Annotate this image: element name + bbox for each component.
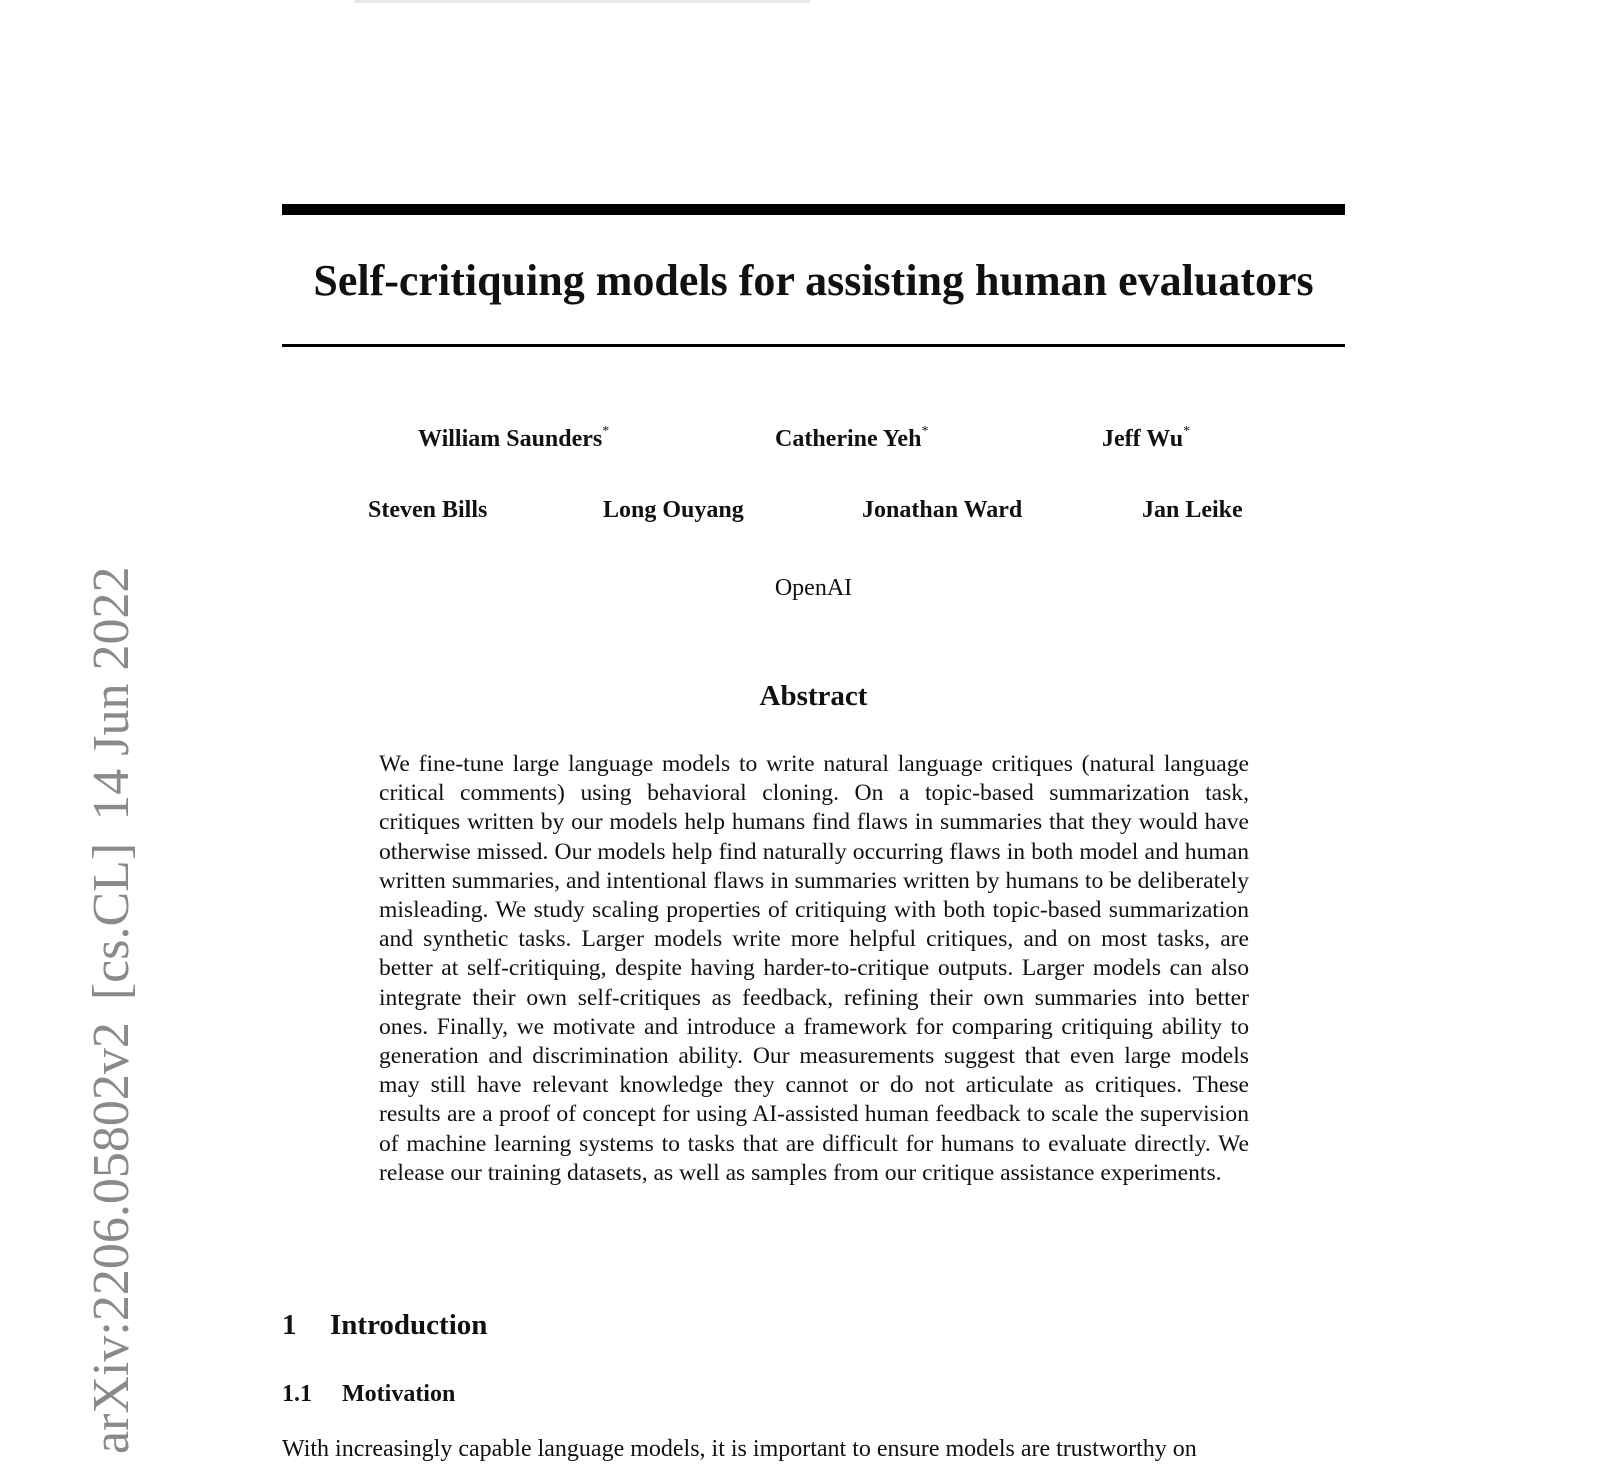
author-4: Steven Bills xyxy=(368,497,488,523)
arxiv-date: 14 Jun 2022 xyxy=(83,566,140,821)
author-name: Catherine Yeh xyxy=(775,426,922,452)
subsection-title: Motivation xyxy=(342,1381,456,1407)
author-7: Jan Leike xyxy=(1142,497,1243,523)
section-number: 1 xyxy=(282,1309,297,1341)
author-5: Long Ouyang xyxy=(603,497,744,523)
equal-contribution-mark: * xyxy=(1183,424,1191,439)
arxiv-stamp xyxy=(83,545,140,1455)
section-title: Introduction xyxy=(330,1309,488,1341)
author-3 xyxy=(1102,418,1190,455)
abstract-heading: Abstract xyxy=(759,680,868,712)
title-top-rule xyxy=(282,204,1345,215)
paper-title: Self-critiquing models for assisting human evaluators xyxy=(313,256,1314,305)
subsection-number: 1.1 xyxy=(282,1381,312,1407)
subsection-motivation xyxy=(282,1378,455,1410)
author-1 xyxy=(418,418,609,455)
author-2 xyxy=(775,418,928,455)
section-introduction xyxy=(282,1307,487,1343)
author-name: William Saunders xyxy=(418,426,603,452)
arxiv-category: [cs.CL] xyxy=(83,842,140,1001)
header-remnant xyxy=(354,0,810,3)
equal-contribution-mark: * xyxy=(602,424,610,439)
author-name: Jeff Wu xyxy=(1102,426,1184,452)
equal-contribution-mark: * xyxy=(921,424,929,439)
affiliation: OpenAI xyxy=(774,575,853,601)
arxiv-id[interactable]: arXiv:2206.05802v2 xyxy=(83,1022,140,1454)
abstract-text: We fine-tune large language models to write natural language critiques (natural language critical comments) using behavioral cloning. On a topic-based summarization task, critiques written by our models help humans find flaws in summaries that they would have otherwise missed. Our models help find naturally occurring flaws in both model and human written summaries, and intentional flaws in summaries written by humans to be deliberately misleading. We study scaling properties of critiquing with both topic-based summarization and synthetic tasks. Larger models write more helpful critiques, and on most tasks, are better at self-critiquing, despite having harder-to-critique outputs. Larger models can also integrate their own self-critiques as feedback, refining their own summaries into better ones. Finally, we motivate and introduce a framework for comparing critiquing ability to generation and discrimination ability. Our measurements suggest that even large models may still have relevant knowledge they cannot or do not articulate as critiques. These results are a proof of concept for using AI-assisted human feedback to scale the supervision of machine learning systems to tasks that are difficult for humans to evaluate directly. We release our training datasets, as well as samples from our critique assistance experiments. xyxy=(379,751,1249,1186)
title-bottom-rule xyxy=(282,344,1345,347)
body-paragraph: With increasingly capable language models, it is important to ensure models are trustworthy on xyxy=(282,1436,1197,1462)
author-6: Jonathan Ward xyxy=(862,497,1023,523)
